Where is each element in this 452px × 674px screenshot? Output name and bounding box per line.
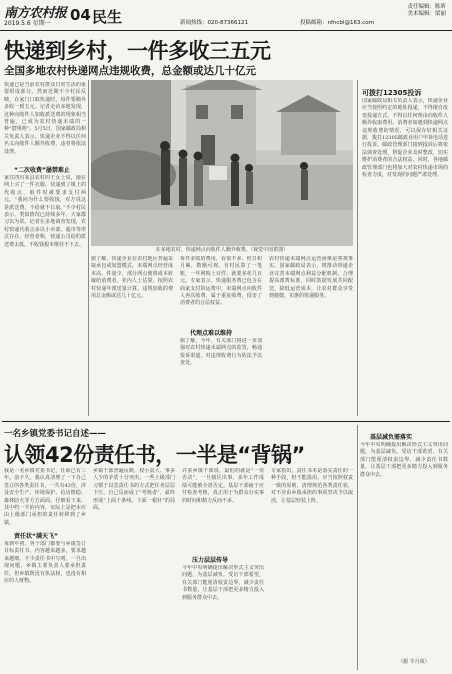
column-rule [357,80,358,416]
story1-column-2: 据了解，快递企业在农村地区普遍采取承包或加盟模式，末端网点经营成本高、件量少，部分网点便将成本转嫁给消费者。业内人士估算，按照农村快递年派送量计算，违规加收的费用总金额或达几十亿元。 [91,256,173,300]
editor-credits [356,4,446,18]
story2-column-4: 专家指出，责任书本是落实责任的一种手段，但不能滥用。应当按照权责一致的原则，清理规范各类责任状，对不应由乡镇承担的事项坚决予以取消，让基层轻装上阵。 [271,468,353,504]
story1-subhead-2: 代理点难以维持 [190,330,233,337]
submission-email: 投稿邮箱：nfncbl@163.com [300,20,374,26]
village-photo-art [91,80,353,246]
story-divider [2,421,450,422]
issue-date: 2019.5.6 星期一 [4,20,51,27]
art-editor: 美术编辑：梁丽 [407,11,446,17]
story2-column-1: 我是一名乡镇党委书记，任职已有三年。前不久，我认真清理了一下自己签订的各类责任书，一共有42份，涉及安全生产、环境保护、信访维稳、森林防火等方方面面。仔细看下来，其中约一半的内容，实际上是把本应由上级部门承担的责任转移到了乡镇。 [4,468,86,526]
news-hotline: 新闻热线：020-87366121 [180,20,248,26]
sidebar-column: 国家邮政局相关负责人表示，快递企业应当按照约定的地址投递，不得擅自改变投递方式，不得以任何理由向收件人额外收取费用。消费者如遇到快递网点违规收费的情况，可以保存好相关证据，拨打12305邮政业用户申诉电话进行投诉。邮政管理部门接到投诉后将依法调查处理，督促企业及时整改，切实维护消费者的合法权益。同时，各地邮政管理部门也将加大对农村快递市场的检查力度，对发现的问题严肃处理。 [362,98,448,179]
story1-column-3: 每件多收的费用，看似不多，但日积月累，数额可观。有村民算了一笔账，一年网购上百件，就要多花几百元。专家表示，快递服务费已包含在商家支付的运费中，末端网点向收件人再次收费，属于重复收费，侵害了消费者的合法权益。 [180,256,262,307]
source-credit: （据 半月谈） [398,659,430,665]
story2-column-2: 乡镇干部普遍反映，权小责大、事多人少的矛盾十分突出。一些上级部门习惯于以签责任书的方式把任务层层下压，自己反而成了“考核者”，最终形成“上面千条线，下面一根针”的局面。 [93,468,175,512]
main-subheadline: 全国多地农村快递网点违规收费，总金额或达几十亿元 [4,65,256,77]
complaint-hotline-title: 可拨打12305投诉 [362,89,422,97]
story1-column-1b: 家住四川某县农村的王女士说，她在网上买了一件衣服，快递到了镇上的代收点，取件时被要求支付两元。“我问为什么要收钱，对方说这是派送费，不给就不让取。”不少村民表示，类似情况已持续多年，大家都习以为常。记者在多地调查发现，农村快递代收点多以小卖部、超市等形式存在，经营者称，快递公司给的派送费太低，不收钱根本维持不下去。 [4,175,86,248]
main-headline: 快递到乡村，一件多收三五元 [4,39,271,63]
photo-caption: 在多地农村，快递网点向收件人额外收费。（视觉中国供图） [155,247,289,253]
page-number: 04 [70,6,91,24]
story2-column-1b: 每到年初，各个部门都要与乡镇签订目标责任书，内容越来越多，要求越来越细。不少责任书中写明，一旦出现问题，乡镇主要负责人要承担责任，但乡镇既没有执法权，也没有相应的人财物。 [4,541,86,585]
story1-column-1: 快递已是当前农村群众日常生活的重要组成部分。然而近期不少村民反映，在家门口取快递时，每件要额外多收一到五元。记者走访多地发现，这种向收件人加收派送费的现象相当普遍，已成为农村快递末端的一种“潜规则”。5月5日，国家邮政局相关负责人表示，快递企业不得以任何名义向收件人额外收费，违者将依法处理。 [4,82,86,155]
story1-column-4: 农村快递末端网点运营困难是客观事实。国家邮政局表示，将推动快递企业完善末端网点利益分配机制，合理提高派费标准，同时鼓励发展共同配送，降低运营成本，让农村群众享受到便捷、实惠的快递服务。 [269,256,353,300]
village-photo [91,80,353,246]
responsible-editor: 责任编辑：陈昕 [407,4,446,10]
story1-subhead-1: “二次收费”屡禁难止 [14,167,70,174]
story2-column-5: 今年中央明确提出解决形式主义突出问题，为基层减负。受访干部希望，有关部门能厘清权责边界，减少责任书数量，让基层干部把更多精力投入到服务群众中去。 [360,442,448,478]
story2-subhead-2: 压力层层传导 [192,557,229,564]
story2-column-3b: 今年中央明确提出解决形式主义突出问题，为基层减负。受访干部希望，有关部门能厘清权责边界，减少责任书数量，让基层干部把更多精力投入到服务群众中去。 [182,565,264,601]
story2-subhead-3: 基层减负需落实 [370,434,413,441]
page-header [0,0,452,31]
section-name: 民生 [92,8,123,26]
story2-column-3: 许多乡镇干部说，最怕的就是“一票否决”，一旦辖区出事，多年工作成绩可能被全盘否定。基层干部疲于应付检查考核，真正用于为群众办实事的时间和精力反而不多。 [182,468,264,504]
story2-headline: 认领42份责任书，一半是“背锅” [4,443,305,467]
story1-column-3b: 据了解，今年，有关部门将进一步加强对农村快递末端网点的监管，畅通投诉渠道，对违规收费行为依法予以查处。 [180,338,262,367]
story2-kicker: 一名乡镇党委书记自述—— [4,429,107,439]
column-rule [357,425,358,670]
column-rule [88,80,89,416]
story2-subhead-1: 责任状“满天飞” [14,533,58,540]
newspaper-logo: 南方农村报 [4,6,67,21]
